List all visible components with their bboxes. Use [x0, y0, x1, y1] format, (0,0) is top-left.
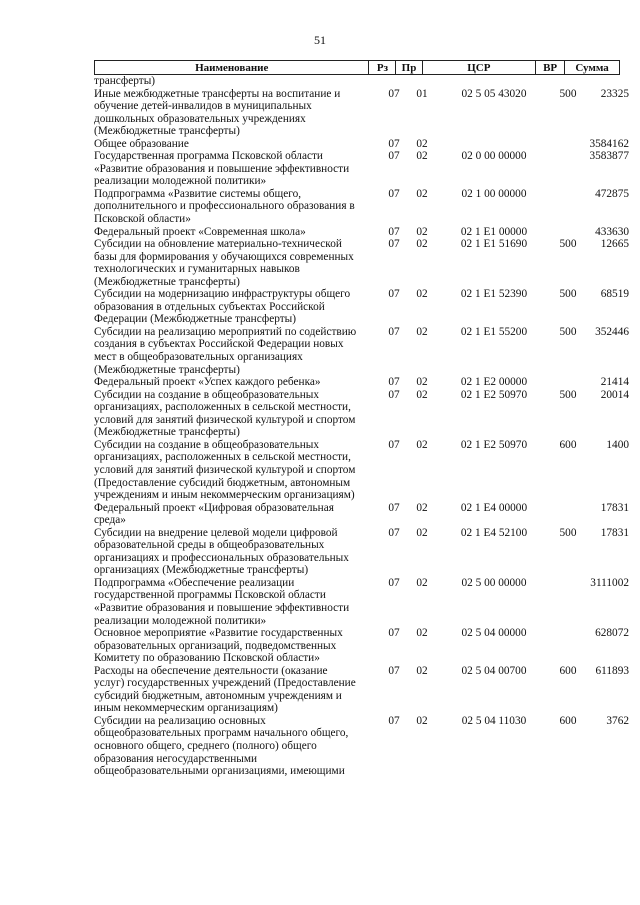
- row-name-line: условий для занятий физической культурой и спортом: [94, 463, 356, 476]
- row-sum: 628072: [595, 627, 629, 640]
- row-pr: 02: [416, 526, 428, 539]
- row-rz: 07: [388, 137, 400, 150]
- table-row: [94, 665, 634, 715]
- row-name-line: технологических и гуманитарных навыков: [94, 263, 300, 276]
- table-row: [94, 88, 634, 138]
- row-name-line: реализации молодежной политики»: [94, 614, 267, 627]
- table-row: [94, 226, 634, 239]
- row-name-line: условий для занятий физической культурой и спортом: [94, 413, 356, 426]
- row-name-line: (Межбюджетные трансферты): [94, 275, 240, 288]
- table-row: [94, 75, 634, 88]
- row-name-line: (Межбюджетные трансферты): [94, 426, 240, 439]
- row-csr: 02 1 E2 50970: [460, 438, 528, 451]
- row-name: [94, 150, 380, 188]
- row-name-line: среда»: [94, 514, 126, 527]
- table-row: [94, 439, 634, 502]
- table-row: [94, 627, 634, 665]
- row-name-line: обучение детей-инвалидов в муниципальных: [94, 100, 312, 113]
- header-pr: Пр: [395, 60, 421, 75]
- row-name-line: «Развитие образования и повышение эффективности: [94, 162, 350, 175]
- row-vr: 500: [559, 526, 577, 539]
- row-rz: 07: [388, 576, 400, 589]
- row-sum: 472875: [595, 187, 629, 200]
- row-pr: 01: [416, 87, 428, 100]
- row-csr: 02 1 E1 55200: [460, 325, 528, 338]
- row-name-line: образовательной среды в общеобразовательных: [94, 539, 325, 552]
- table-row: [94, 238, 634, 288]
- row-name-line: «Развитие образования и повышение эффективности: [94, 601, 350, 614]
- row-pr: 02: [416, 501, 428, 514]
- row-csr: 02 1 E4 52100: [460, 526, 528, 539]
- row-sum: 611893: [595, 664, 629, 677]
- row-pr: 02: [416, 325, 428, 338]
- row-csr: 02 5 04 00000: [461, 627, 527, 640]
- row-name-line: Субсидии на внедрение целевой модели цифровой: [94, 526, 338, 539]
- row-sum: 3583877: [589, 150, 629, 163]
- row-name: [94, 715, 380, 778]
- row-rz: 07: [388, 714, 400, 727]
- row-name: [94, 238, 380, 288]
- row-name-line: Подпрограмма «Развитие системы общего,: [94, 187, 302, 200]
- row-name: [94, 88, 380, 138]
- table-row: [94, 188, 634, 226]
- row-name: [94, 376, 380, 389]
- row-pr: 02: [416, 238, 428, 251]
- row-name: [94, 75, 380, 88]
- row-name-line: организациях, расположенных в сельской местности,: [94, 451, 351, 464]
- row-pr: 02: [416, 150, 428, 163]
- table-row: [94, 150, 634, 188]
- row-sum: 20014: [600, 388, 629, 401]
- row-name-line: Федеральный проект «Цифровая образовательная: [94, 501, 334, 514]
- row-name: [94, 439, 380, 502]
- row-name-line: Расходы на обеспечение деятельности (оказание: [94, 664, 328, 677]
- row-name-line: услуг) государственных учреждений (Предоставление: [94, 677, 356, 690]
- table-row: [94, 389, 634, 439]
- row-name: [94, 138, 380, 151]
- row-name: [94, 389, 380, 439]
- row-name-line: организациях (Межбюджетные трансферты): [94, 564, 309, 577]
- row-rz: 07: [388, 664, 400, 677]
- row-name: [94, 627, 380, 665]
- row-rz: 07: [388, 325, 400, 338]
- row-name-line: Псковской области»: [94, 213, 191, 226]
- header-sum: Сумма: [564, 60, 620, 75]
- row-name-line: Подпрограмма «Обеспечение реализации: [94, 576, 295, 589]
- row-name: [94, 288, 380, 326]
- row-csr: 02 5 05 43020: [461, 87, 527, 100]
- row-csr: 02 0 00 00000: [461, 150, 527, 163]
- row-pr: 02: [416, 137, 428, 150]
- row-rz: 07: [388, 225, 400, 238]
- header-rz: Рз: [368, 60, 395, 75]
- row-name-line: создания в субъектах Российской Федерации новых: [94, 338, 344, 351]
- row-name: [94, 502, 380, 527]
- row-name-line: основного общего, среднего (полного) общего: [94, 739, 317, 752]
- header-name: Наименование: [94, 60, 368, 75]
- row-sum: 17831: [600, 501, 629, 514]
- row-vr: 600: [559, 664, 577, 677]
- row-name-line: Комитету по образованию Псковской области»: [94, 652, 320, 665]
- row-name-line: образования в отдельных субъектах Российской: [94, 300, 325, 313]
- row-name-line: Федеральный проект «Современная школа»: [94, 225, 306, 238]
- row-sum: 1400: [606, 438, 629, 451]
- row-csr: 02 1 00 00000: [461, 187, 527, 200]
- row-name: [94, 326, 380, 376]
- row-sum: 3111002: [590, 576, 629, 589]
- row-name-line: Основное мероприятие «Развитие государственных: [94, 627, 343, 640]
- row-name-line: Федерации (Межбюджетные трансферты): [94, 313, 297, 326]
- row-name-line: (Предоставление субсидий бюджетным, автономным: [94, 476, 351, 489]
- row-csr: 02 1 E1 00000: [460, 225, 528, 238]
- table-row: [94, 502, 634, 527]
- row-rz: 07: [388, 187, 400, 200]
- row-vr: 500: [559, 87, 577, 100]
- row-name-line: Государственная программа Псковской области: [94, 150, 323, 163]
- row-name-line: Субсидии на реализацию мероприятий по содействию: [94, 325, 357, 338]
- row-name-line: (Межбюджетные трансферты): [94, 125, 240, 138]
- table-row: [94, 527, 634, 577]
- row-name-line: субсидий бюджетным, автономным учреждениям и: [94, 689, 342, 702]
- row-name-line: Субсидии на модернизацию инфраструктуры общего: [94, 288, 351, 301]
- row-sum: 23325: [600, 87, 629, 100]
- row-csr: 02 1 E1 52390: [460, 288, 528, 301]
- row-vr: 500: [559, 288, 577, 301]
- row-vr: 500: [559, 238, 577, 251]
- row-sum: 433630: [595, 225, 629, 238]
- row-pr: 02: [416, 376, 428, 389]
- row-rz: 07: [388, 388, 400, 401]
- row-name-line: Субсидии на создание в общеобразовательных: [94, 438, 320, 451]
- row-sum: 352446: [595, 325, 629, 338]
- row-name-line: (Межбюджетные трансферты): [94, 363, 240, 376]
- row-name-line: трансферты): [94, 75, 156, 87]
- row-vr: 500: [559, 325, 577, 338]
- row-pr: 02: [416, 438, 428, 451]
- table-row: [94, 715, 634, 778]
- row-name-line: общеобразовательными организациями, имеющими: [94, 765, 345, 778]
- row-name-line: организациях и профессиональных образовательных: [94, 551, 349, 564]
- row-rz: 07: [388, 87, 400, 100]
- row-sum: 3762: [606, 714, 629, 727]
- row-pr: 02: [416, 288, 428, 301]
- row-vr: 600: [559, 438, 577, 451]
- table-row: [94, 326, 634, 376]
- row-name-line: дошкольных образовательных учреждениях: [94, 112, 306, 125]
- row-name-line: Федеральный проект «Успех каждого ребенка»: [94, 376, 321, 389]
- row-name-line: общеобразовательных программ начального общего,: [94, 727, 349, 740]
- row-name-line: базы для формирования у обучающихся современных: [94, 250, 354, 263]
- row-name-line: мест в общеобразовательных организациях: [94, 351, 303, 364]
- row-name-line: Субсидии на реализацию основных: [94, 714, 266, 727]
- row-pr: 02: [416, 225, 428, 238]
- row-name-line: образования негосударственными: [94, 752, 258, 765]
- row-pr: 02: [416, 714, 428, 727]
- table-row: [94, 577, 634, 627]
- row-name: [94, 527, 380, 577]
- row-name: [94, 665, 380, 715]
- row-sum: 68519: [600, 288, 629, 301]
- row-csr: 02 5 04 11030: [461, 714, 527, 727]
- row-rz: 07: [388, 288, 400, 301]
- row-pr: 02: [416, 664, 428, 677]
- row-name-line: Субсидии на создание в общеобразовательных: [94, 388, 320, 401]
- row-csr: 02 1 E2 50970: [460, 388, 528, 401]
- row-pr: 02: [416, 576, 428, 589]
- row-name-line: учреждениям и иным некоммерческим организациям): [94, 489, 355, 502]
- row-name-line: государственной программы Псковской области: [94, 589, 326, 602]
- row-csr: 02 1 E4 00000: [460, 501, 528, 514]
- row-rz: 07: [388, 501, 400, 514]
- page-number: 51: [314, 33, 326, 47]
- row-csr: 02 5 04 00700: [461, 664, 527, 677]
- header-csr: ЦСР: [422, 60, 536, 75]
- row-name-line: реализации молодежной политики»: [94, 175, 267, 188]
- row-rz: 07: [388, 627, 400, 640]
- row-vr: 500: [559, 388, 577, 401]
- row-rz: 07: [388, 526, 400, 539]
- table-row: [94, 138, 634, 151]
- row-sum: 3584162: [589, 137, 629, 150]
- row-rz: 07: [388, 438, 400, 451]
- row-name: [94, 188, 380, 226]
- budget-table-body: [94, 75, 634, 778]
- row-name-line: дополнительного и профессионального образования в: [94, 200, 355, 213]
- row-sum: 12665: [600, 238, 629, 251]
- row-name-line: Субсидии на обновление материально-технической: [94, 238, 342, 251]
- row-csr: 02 5 00 00000: [461, 576, 527, 589]
- row-sum: 17831: [600, 526, 629, 539]
- row-name-line: организациях, расположенных в сельской местности,: [94, 401, 351, 414]
- row-rz: 07: [388, 376, 400, 389]
- table-row: [94, 288, 634, 326]
- row-vr: 600: [559, 714, 577, 727]
- row-pr: 02: [416, 627, 428, 640]
- row-name: [94, 226, 380, 239]
- row-name: [94, 577, 380, 627]
- row-rz: 07: [388, 238, 400, 251]
- row-csr: 02 1 E1 51690: [460, 238, 528, 251]
- row-pr: 02: [416, 388, 428, 401]
- row-rz: 07: [388, 150, 400, 163]
- row-csr: 02 1 E2 00000: [460, 376, 528, 389]
- row-name-line: Иные межбюджетные трансферты на воспитание и: [94, 87, 341, 100]
- row-pr: 02: [416, 187, 428, 200]
- table-header: [94, 60, 620, 75]
- row-name-line: иным некоммерческим организациям): [94, 702, 278, 715]
- header-vr: ВР: [535, 60, 564, 75]
- row-sum: 21414: [600, 376, 629, 389]
- table-row: [94, 376, 634, 389]
- row-name-line: образовательных организаций, подведомственных: [94, 639, 337, 652]
- row-name-line: Общее образование: [94, 137, 189, 150]
